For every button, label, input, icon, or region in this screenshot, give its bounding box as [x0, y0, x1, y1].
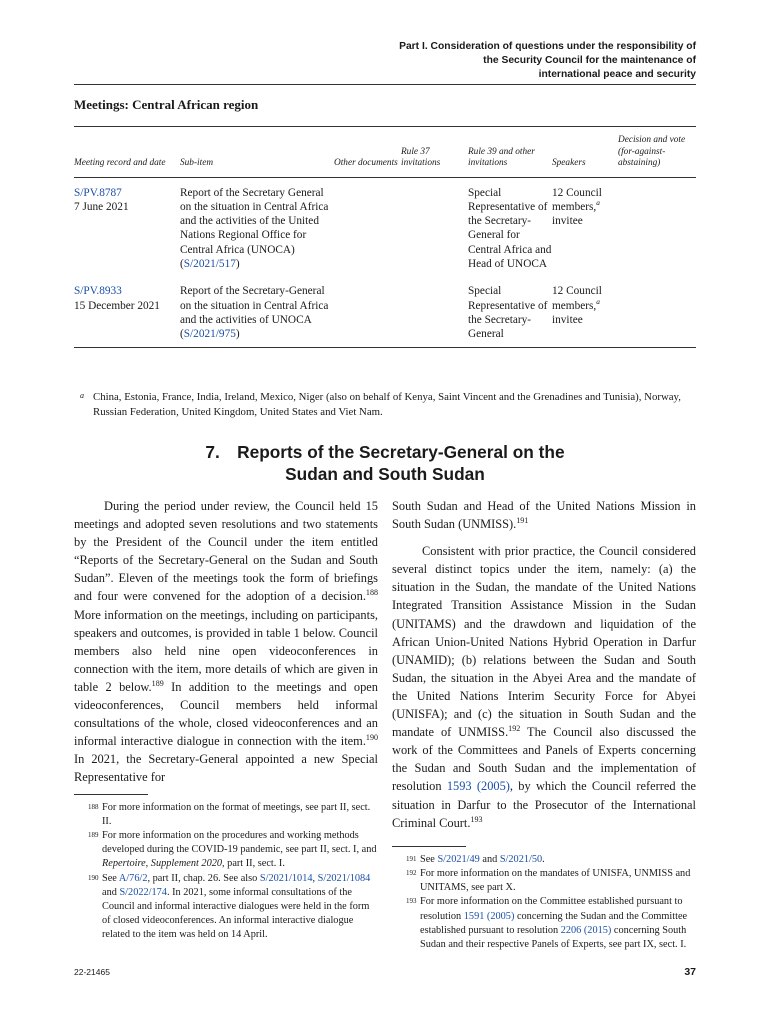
footnote-ref: 189 [151, 678, 164, 688]
footnote-text: , part II, chap. 26. See also [147, 872, 260, 884]
footnote [392, 895, 696, 952]
table-row [74, 282, 696, 348]
footnote-number: 192 [406, 868, 417, 877]
document-link[interactable]: S/2021/49 [437, 853, 480, 865]
subitem-cell: Report of the Secretary General on the situation in Central Africa and the activities of the United Nations Regional Office for Central Africa (UNOCA) (S/2021/517) [180, 186, 329, 270]
footnote-text: . In 2021, some informal consultations of the Council and informal interactive dialogues were held in the form of closed videoconferences. An informal interactive dialogue related to the item was held on 14 April. [102, 886, 370, 941]
decision-cell [618, 282, 696, 348]
rule39-cell: Special Representative of the Secretary-General for Central Africa and Head of UNOCA [468, 186, 552, 270]
note-marker: a [596, 198, 600, 208]
speakers-text: 12 Council members, [552, 285, 602, 312]
other-documents-cell [334, 177, 401, 282]
other-documents-cell [334, 282, 401, 348]
table-footnote [80, 390, 702, 420]
speakers-cell [552, 177, 618, 282]
meeting-date: 7 June 2021 [74, 200, 129, 213]
table-row [74, 177, 696, 282]
record-cell [74, 177, 180, 282]
header-line: Part I. Consideration of questions under the responsibility of [399, 41, 696, 52]
footnote-ref: 193 [470, 814, 483, 824]
table-header-row [74, 127, 696, 178]
paragraph-text: In 2021, the Secretary-General appointed a new Special Representative for [74, 752, 378, 785]
col-header-record: Meeting record and date [74, 127, 180, 178]
document-number: 22-21465 [74, 967, 110, 977]
document-link[interactable]: A/76/2 [118, 872, 148, 884]
rule37-cell [401, 282, 468, 348]
footnote-ref: 190 [365, 733, 378, 743]
decision-cell [618, 177, 696, 282]
meeting-record-link[interactable]: S/PV.8933 [74, 285, 122, 298]
footnote-text: See [102, 872, 119, 884]
footnote-number: 189 [88, 830, 99, 839]
header-line: international peace and security [538, 69, 696, 80]
left-column [74, 497, 378, 943]
rule37-cell [401, 177, 468, 282]
note-marker: a [596, 296, 600, 306]
resolution-link[interactable]: 2206 (2015) [560, 924, 612, 936]
footnote-divider [74, 794, 148, 795]
paragraph-text: The Council also discussed the work of the Committees and Panels of Experts concerning the Sudan and South Sudan and the implementation of resolution [392, 725, 697, 794]
page-number: 37 [684, 966, 696, 978]
paragraph-text: More information on the meetings, including on participants, speakers and outcomes, is provided in table 1 below. Council members also held nine open videoconferences in connection with the item, more details of which are given in table 2 below. [74, 607, 378, 694]
footnote [392, 867, 696, 895]
paragraph-text: In addition to the meetings and open videoconferences, Council members held informal consultations of the whole, closed videoconferences and an informal interactive dialogue in connection with the item. [74, 679, 378, 749]
footnote-divider [392, 846, 466, 847]
subitem-text: Report of the Secretary-General on the situation in Central Africa and the activities of UNOCA [180, 285, 329, 326]
footnote-text: For more information on the Committee established pursuant to resolution [420, 896, 683, 922]
report-link[interactable]: S/2021/975 [183, 328, 236, 341]
footnote-number: 188 [88, 802, 99, 811]
document-link[interactable]: S/2022/174 [119, 886, 167, 898]
footnote [74, 801, 378, 829]
paragraph-text: , by which the Council referred the situation in Darfur to the Prosecutor of the International Criminal Court. [392, 779, 696, 830]
footnote-text: concerning the Sudan and the Committee established pursuant to resolution [420, 910, 688, 936]
subitem-cell: Report of the Secretary-General on the situation in Central Africa and the activities of UNOCA (S/2021/975) [180, 282, 334, 348]
footnote-text: . [542, 853, 545, 865]
table-title: Meetings: Central African region [74, 97, 259, 112]
speakers-cell [552, 282, 618, 348]
col-header-other-documents: Other documents [334, 127, 401, 178]
footnote-number: 190 [88, 873, 99, 882]
rule39-cell: Special Representative of the Secretary-General [468, 282, 552, 348]
resolution-link[interactable]: 1591 (2005) [463, 910, 515, 922]
speakers-invitee: invitee [552, 313, 583, 326]
meeting-date: 15 December 2021 [74, 299, 160, 312]
footnote-text: See [420, 853, 438, 865]
footnote-number: 193 [406, 897, 417, 906]
report-link[interactable]: S/2021/517 [183, 257, 236, 270]
footnote-text: concerning South Sudan and their respective Panels of Experts, see part IX, sect. I. [420, 924, 687, 950]
footnote-italic: Repertoire, Supplement 2020 [102, 858, 223, 870]
table-footnote-marker: a [80, 391, 84, 400]
running-header [296, 40, 696, 82]
footnote-ref: 192 [508, 724, 521, 733]
document-link[interactable]: S/2021/1014 [259, 872, 313, 884]
footnote-text: For more information on the procedures and working methods developed during the COVID-19 pandemic, see part II, sect. I, and [102, 829, 377, 856]
table-footnote-text: China, Estonia, France, India, Ireland, Mexico, Niger (also on behalf of Kenya, Saint Vincent and the Grenadines and Tunisia), Norway, Russian Federation, United Kingdom, United States and Viet Nam. [93, 391, 681, 418]
footnote-ref: 188 [365, 588, 378, 598]
record-cell [74, 282, 180, 348]
paragraph-text: South Sudan and Head of the United Nations Mission in South Sudan (UNMISS). [392, 499, 696, 532]
footnote [392, 853, 696, 867]
subitem-text: Report of the Secretary General on the situation in Central Africa and the activities of the United Nations Regional Office for Central Africa (UNOCA) [180, 186, 329, 256]
body-paragraph [392, 497, 696, 533]
col-header-rule37: Rule 37 invitations [401, 127, 468, 178]
footnote-text: For more information on the format of meetings, see part II, sect. II. [102, 801, 371, 827]
body-paragraph [392, 542, 696, 832]
meeting-record-link[interactable]: S/PV.8787 [74, 186, 122, 199]
paragraph-text: Consistent with prior practice, the Council considered several distinct topics under the item, namely: (a) the situation in the Sudan, the mandate of the United Nations Integrated Transition Assistance Mission in the Sudan (UNITAMS) and the drawdown and liquidation of the African Union-United Nations Hybrid Operation in Darfur (UNAMID); (b) relations between the Sudan and South Sudan, the situation in the Abyei Area and the mandate of the United Nations Interim Security Force for Abyei (UNISFA); and (c) the situation in South Sudan and the mandate of UNMISS. [392, 544, 696, 740]
footnote-number: 191 [406, 854, 417, 863]
resolution-link[interactable]: 1593 (2005) [446, 779, 510, 794]
body-paragraph [74, 497, 378, 787]
footnote-text: and [102, 886, 120, 898]
speakers-text: 12 Council members, [552, 186, 602, 213]
header-line: the Security Council for the maintenance of [483, 55, 696, 66]
document-link[interactable]: S/2021/50 [499, 853, 543, 865]
footnote-text: , [312, 872, 318, 884]
col-header-speakers: Speakers [552, 127, 618, 178]
section-heading [74, 442, 696, 485]
footnote [74, 872, 378, 943]
paragraph-text: During the period under review, the Council held 15 meetings and adopted seven resolutions and two statements by the President of the Council under the item entitled “Reports of the Secretary-General on the Sudan and South Sudan”. Eleven of the meetings took the form of briefings and four were convened for the adoption of a decision. [74, 499, 378, 604]
section-heading-line: 7. Reports of the Secretary-General on the [205, 442, 565, 462]
meetings-table [74, 126, 696, 348]
section-heading-line: Sudan and South Sudan [285, 463, 485, 484]
col-header-subitem: Sub-item [180, 127, 334, 178]
footnote [74, 829, 378, 872]
footnote-text: For more information on the mandates of UNISFA, UNMISS and UNITAMS, see part X. [420, 867, 691, 894]
document-link[interactable]: S/2021/1084 [317, 872, 371, 884]
footnote-text: and [479, 853, 500, 865]
header-divider [74, 84, 696, 85]
footnote-ref: 191 [516, 515, 529, 525]
col-header-rule39: Rule 39 and other invitations [468, 127, 552, 178]
footnote-text: , part II, sect. I. [222, 858, 285, 870]
col-header-decision: Decision and vote (for-against-abstaining) [618, 127, 696, 178]
speakers-invitee: invitee [552, 215, 583, 228]
right-column [392, 497, 696, 952]
